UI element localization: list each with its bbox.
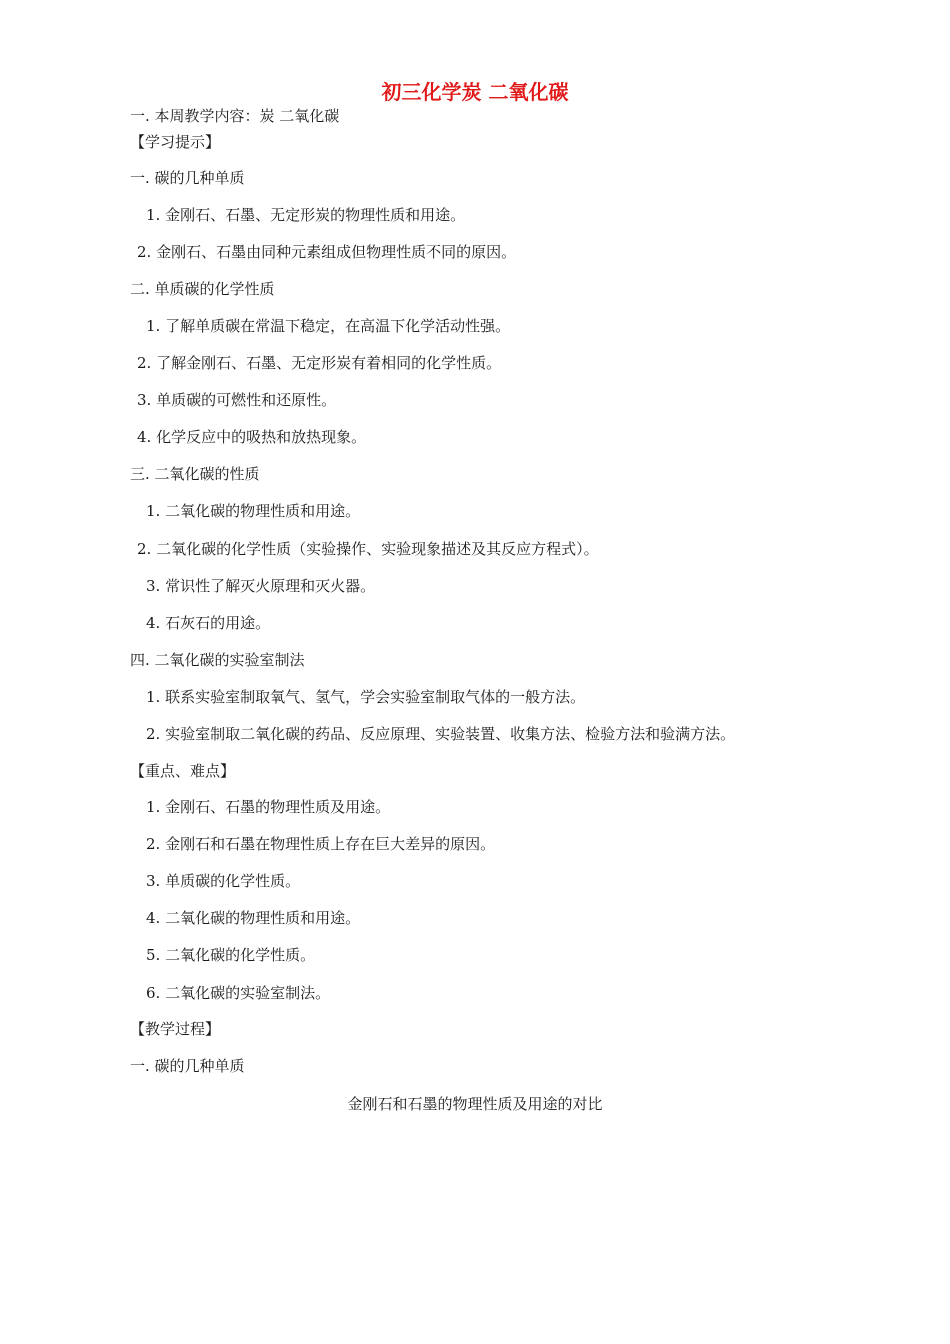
section-1-item-1: 1. 金刚石、石墨、无定形炭的物理性质和用途。 <box>146 206 466 224</box>
section-4-item-2: 2. 实验室制取二氧化碳的药品、反应原理、实验装置、收集方法、检验方法和验满方法。 <box>146 725 736 743</box>
section-2-heading: 二. 单质碳的化学性质 <box>130 280 275 298</box>
key-item-4: 4. 二氧化碳的物理性质和用途。 <box>146 909 361 927</box>
section-3-heading: 三. 二氧化碳的性质 <box>130 465 260 483</box>
section-3-item-3: 3. 常识性了解灭火原理和灭火器。 <box>146 577 376 595</box>
section-3-item-1: 1. 二氧化碳的物理性质和用途。 <box>146 502 361 520</box>
process-heading: 【教学过程】 <box>130 1020 221 1038</box>
section-2-item-2: 2. 了解金刚石、石墨、无定形炭有着相同的化学性质。 <box>137 354 502 372</box>
hint-heading: 【学习提示】 <box>130 133 221 151</box>
table-caption: 金刚石和石墨的物理性质及用途的对比 <box>347 1095 603 1113</box>
section-3-item-4: 4. 石灰石的用途。 <box>146 614 271 632</box>
section-2-item-3: 3. 单质碳的可燃性和还原性。 <box>137 391 337 409</box>
intro-line: 一. 本周教学内容：炭 二氧化碳 <box>130 107 340 125</box>
section-1-item-2: 2. 金刚石、石墨由同种元素组成但物理性质不同的原因。 <box>137 243 517 261</box>
process-section-1-heading: 一. 碳的几种单质 <box>130 1057 245 1075</box>
key-points-heading: 【重点、难点】 <box>130 762 236 780</box>
section-4-heading: 四. 二氧化碳的实验室制法 <box>130 651 305 669</box>
section-3-item-2: 2. 二氧化碳的化学性质（实验操作、实验现象描述及其反应方程式）。 <box>137 540 599 558</box>
key-item-1: 1. 金刚石、石墨的物理性质及用途。 <box>146 798 391 816</box>
section-2-item-4: 4. 化学反应中的吸热和放热现象。 <box>137 428 367 446</box>
key-item-2: 2. 金刚石和石墨在物理性质上存在巨大差异的原因。 <box>146 835 496 853</box>
section-1-heading: 一. 碳的几种单质 <box>130 169 245 187</box>
key-item-5: 5. 二氧化碳的化学性质。 <box>146 946 316 964</box>
key-item-3: 3. 单质碳的化学性质。 <box>146 872 301 890</box>
section-2-item-1: 1. 了解单质碳在常温下稳定，在高温下化学活动性强。 <box>146 317 511 335</box>
section-4-item-1: 1. 联系实验室制取氧气、氢气，学会实验室制取气体的一般方法。 <box>146 688 586 706</box>
document-title: 初三化学炭 二氧化碳 <box>381 80 569 104</box>
key-item-6: 6. 二氧化碳的实验室制法。 <box>146 984 331 1002</box>
